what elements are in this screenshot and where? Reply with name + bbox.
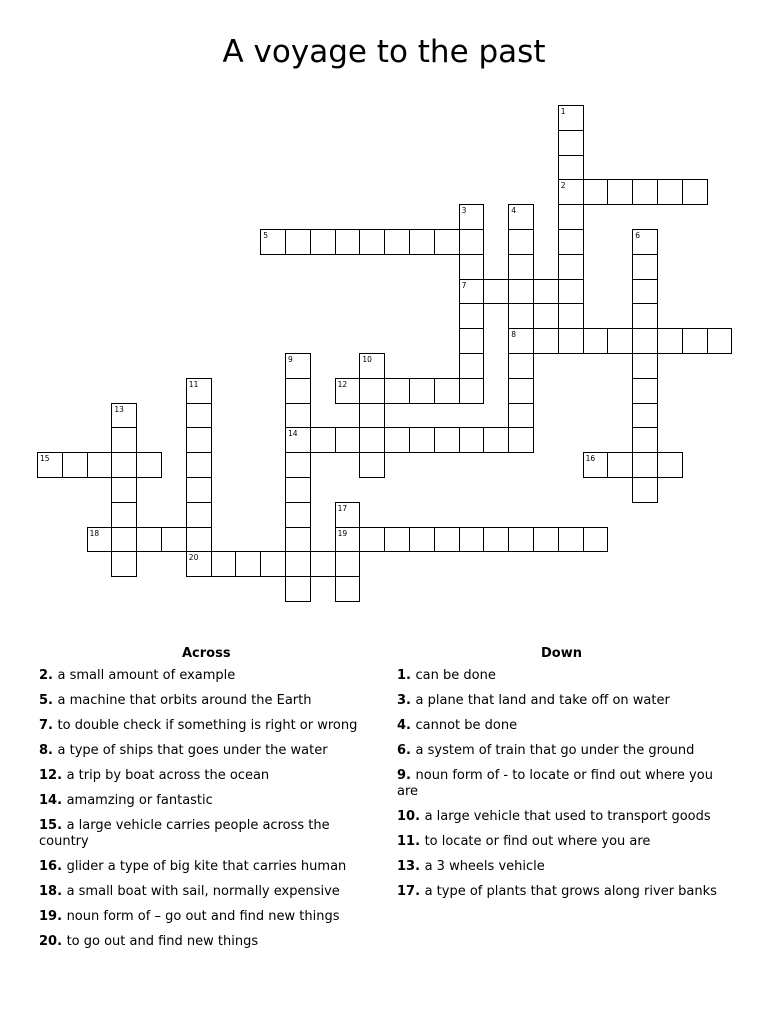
grid-cell[interactable] [111, 527, 137, 553]
grid-cell[interactable] [632, 477, 658, 503]
clue-number-label: 4 [511, 206, 516, 216]
across-clue [39, 668, 364, 684]
grid-cell[interactable] [409, 229, 435, 255]
clue-number-label: 13 [114, 404, 124, 414]
clue-number-label: 8 [511, 330, 516, 340]
clue-number: 15. [39, 818, 67, 833]
grid-cell[interactable] [632, 353, 658, 379]
clue-number-label: 16 [585, 454, 596, 464]
clue-number-label: 18 [89, 528, 100, 538]
clue-text: to locate or find out where you are [424, 834, 651, 849]
clue-number-label: 15 [40, 454, 50, 464]
grid-cell[interactable] [583, 527, 609, 553]
grid-cell[interactable] [87, 452, 113, 478]
grid-cell[interactable] [186, 427, 212, 453]
grid-cell[interactable] [483, 427, 509, 453]
grid-cell[interactable] [508, 229, 534, 255]
grid-cell[interactable] [533, 328, 559, 354]
clue-text: to double check if something is right or wrong [57, 718, 358, 733]
grid-cell[interactable] [657, 179, 683, 205]
grid-cell[interactable] [285, 452, 311, 478]
across-clue [39, 818, 364, 850]
grid-cell[interactable] [607, 452, 633, 478]
clue-number-label: 10 [362, 355, 372, 364]
clue-text: to go out and find new things [66, 934, 259, 949]
grid-cell[interactable] [384, 527, 410, 553]
grid-cell[interactable] [632, 179, 658, 205]
grid-cell[interactable] [285, 378, 311, 404]
clue-text: a small boat with sail, normally expensive [66, 884, 340, 899]
grid-cell[interactable] [359, 403, 385, 429]
across-clue-list [39, 668, 364, 959]
clue-number: 8. [39, 743, 58, 758]
grid-cell[interactable] [558, 155, 584, 181]
grid-cell[interactable] [632, 427, 658, 453]
grid-cell[interactable] [632, 279, 658, 305]
down-clue [397, 884, 727, 900]
grid-cell[interactable] [434, 378, 460, 404]
clue-number: 6. [397, 743, 416, 758]
puzzle-title: A voyage to the past [222, 34, 546, 70]
clue-text: noun form of - to locate or find out where you are [397, 768, 713, 799]
clue-text: a small amount of example [57, 668, 236, 683]
grid-cell[interactable] [508, 427, 534, 453]
clue-text: a type of ships that goes under the water [57, 743, 328, 758]
grid-cell[interactable] [632, 452, 658, 478]
grid-cell[interactable] [111, 427, 137, 453]
clue-number: 4. [397, 718, 416, 733]
down-clue [397, 668, 727, 684]
down-clue-list [397, 668, 727, 909]
grid-cell[interactable] [483, 279, 509, 305]
grid-cell[interactable] [186, 527, 212, 553]
across-clue [39, 859, 364, 875]
grid-cell[interactable] [136, 527, 162, 553]
grid-cell[interactable] [111, 452, 137, 478]
grid-cell[interactable] [260, 551, 286, 577]
grid-cell[interactable] [285, 502, 311, 528]
grid-cell[interactable] [186, 452, 212, 478]
clue-number: 3. [397, 693, 416, 708]
across-clue [39, 718, 364, 734]
clue-number: 16. [39, 859, 67, 874]
grid-cell[interactable] [434, 229, 460, 255]
clue-number-label: 6 [635, 231, 640, 240]
grid-cell[interactable] [508, 527, 534, 553]
down-clue [397, 743, 727, 759]
clue-number: 5. [39, 693, 58, 708]
clue-number: 14. [39, 793, 67, 808]
grid-cell[interactable] [508, 378, 534, 404]
grid-cell[interactable] [459, 378, 485, 404]
across-clue [39, 743, 364, 759]
grid-cell[interactable] [508, 254, 534, 280]
grid-cell[interactable] [359, 378, 385, 404]
clue-number-label: 20 [188, 553, 199, 563]
down-clue [397, 834, 727, 850]
across-clue [39, 884, 364, 900]
grid-cell[interactable] [558, 279, 584, 305]
clue-number: 13. [397, 859, 425, 874]
down-clue [397, 718, 727, 734]
grid-cell[interactable] [136, 452, 162, 478]
down-heading: Down [541, 646, 582, 661]
grid-cell[interactable] [607, 328, 633, 354]
grid-cell[interactable] [459, 527, 485, 553]
grid-cell[interactable] [707, 328, 733, 354]
grid-cell[interactable] [310, 427, 336, 453]
clue-number-label: 5 [263, 231, 268, 240]
grid-cell[interactable] [285, 551, 311, 577]
grid-cell[interactable] [459, 353, 485, 379]
clue-text: a system of train that go under the ground [415, 743, 695, 758]
grid-cell[interactable] [558, 303, 584, 329]
grid-cell[interactable] [310, 229, 336, 255]
across-clue [39, 768, 364, 784]
grid-cell[interactable] [359, 229, 385, 255]
clue-text: cannot be done [415, 718, 518, 733]
grid-cell[interactable] [459, 427, 485, 453]
grid-cell[interactable] [632, 254, 658, 280]
clue-number-label: 14 [288, 429, 298, 439]
grid-cell[interactable] [632, 403, 658, 429]
clue-number-label: 2 [560, 181, 566, 191]
clue-text: glider a type of big kite that carries human [66, 859, 347, 874]
grid-cell[interactable] [533, 279, 559, 305]
clue-text: a trip by boat across the ocean [66, 768, 270, 783]
clue-number-label: 12 [337, 379, 348, 389]
clue-number: 1. [397, 668, 416, 683]
grid-cell[interactable] [111, 502, 137, 528]
grid-cell[interactable] [434, 527, 460, 553]
grid-cell[interactable] [657, 328, 683, 354]
grid-cell[interactable] [409, 527, 435, 553]
clue-text: a type of plants that grows along river banks [424, 884, 717, 899]
clue-text: amamzing or fantastic [66, 793, 213, 808]
grid-cell[interactable] [235, 551, 261, 577]
grid-cell[interactable] [285, 477, 311, 503]
grid-cell[interactable] [558, 204, 584, 230]
grid-cell[interactable] [459, 328, 485, 354]
grid-cell[interactable] [359, 527, 385, 553]
grid-cell[interactable] [186, 502, 212, 528]
clue-text: a plane that land and take off on water [415, 693, 670, 708]
clue-text: a machine that orbits around the Earth [57, 693, 312, 708]
grid-cell[interactable] [483, 527, 509, 553]
grid-cell[interactable] [409, 427, 435, 453]
grid-cell[interactable] [161, 527, 187, 553]
clue-number-label: 19 [337, 528, 348, 538]
grid-cell[interactable] [583, 328, 609, 354]
grid-cell[interactable] [359, 452, 385, 478]
down-clue [397, 768, 727, 800]
clue-text: a large vehicle carries people across the country [39, 818, 330, 849]
grid-cell[interactable] [558, 527, 584, 553]
grid-cell[interactable] [310, 551, 336, 577]
clue-number-label: 17 [337, 503, 348, 513]
grid-cell[interactable] [607, 179, 633, 205]
clue-number: 19. [39, 909, 67, 924]
grid-cell[interactable] [335, 427, 361, 453]
grid-cell[interactable] [186, 403, 212, 429]
across-clue [39, 934, 364, 950]
down-clue [397, 859, 727, 875]
grid-cell[interactable] [285, 403, 311, 429]
clue-number-label: 11 [188, 379, 199, 389]
grid-cell[interactable] [335, 229, 361, 255]
clue-number: 10. [397, 809, 425, 824]
grid-cell[interactable] [657, 452, 683, 478]
grid-cell[interactable] [558, 254, 584, 280]
grid-cell[interactable] [285, 229, 311, 255]
clue-number: 17. [397, 884, 425, 899]
down-clue [397, 809, 727, 825]
clue-number: 20. [39, 934, 67, 949]
clue-text: noun form of – go out and find new things [66, 909, 340, 924]
grid-cell[interactable] [384, 229, 410, 255]
across-clue [39, 693, 364, 709]
clue-number: 18. [39, 884, 67, 899]
clue-text: a 3 wheels vehicle [424, 859, 545, 874]
grid-cell[interactable] [508, 303, 534, 329]
grid-cell[interactable] [459, 229, 485, 255]
grid-cell[interactable] [384, 378, 410, 404]
down-clue [397, 693, 727, 709]
grid-cell[interactable] [459, 254, 485, 280]
clue-number: 11. [397, 834, 425, 849]
grid-cell[interactable] [459, 303, 485, 329]
grid-cell[interactable] [211, 551, 237, 577]
clue-number: 2. [39, 668, 58, 683]
grid-cell[interactable] [285, 576, 311, 602]
grid-cell[interactable] [285, 527, 311, 553]
clue-text: a large vehicle that used to transport goods [424, 809, 711, 824]
clue-number: 9. [397, 768, 416, 783]
grid-cell[interactable] [632, 303, 658, 329]
grid-cell[interactable] [682, 179, 708, 205]
grid-cell[interactable] [384, 427, 410, 453]
clue-number: 12. [39, 768, 67, 783]
across-heading: Across [182, 646, 231, 661]
grid-cell[interactable] [632, 328, 658, 354]
across-clue [39, 793, 364, 809]
grid-cell[interactable] [558, 130, 584, 156]
clue-number-label: 9 [288, 355, 293, 364]
grid-cell[interactable] [632, 378, 658, 404]
clue-number-label: 1 [560, 107, 566, 116]
grid-cell[interactable] [359, 427, 385, 453]
clue-number-label: 7 [461, 280, 467, 290]
across-clue [39, 909, 364, 925]
clue-number: 7. [39, 718, 58, 733]
grid-cell[interactable] [583, 179, 609, 205]
grid-cell[interactable] [558, 328, 584, 354]
clue-text: can be done [415, 668, 496, 683]
grid-cell[interactable] [434, 427, 460, 453]
grid-cell[interactable] [508, 279, 534, 305]
grid-cell[interactable] [508, 353, 534, 379]
grid-cell[interactable] [111, 477, 137, 503]
grid-cell[interactable] [682, 328, 708, 354]
grid-cell[interactable] [111, 551, 137, 577]
grid-cell[interactable] [533, 527, 559, 553]
grid-cell[interactable] [335, 576, 361, 602]
grid-cell[interactable] [409, 378, 435, 404]
grid-cell[interactable] [186, 477, 212, 503]
grid-cell[interactable] [508, 403, 534, 429]
grid-cell[interactable] [558, 229, 584, 255]
clue-number-label: 3 [461, 206, 467, 216]
grid-cell[interactable] [62, 452, 88, 478]
grid-cell[interactable] [335, 551, 361, 577]
